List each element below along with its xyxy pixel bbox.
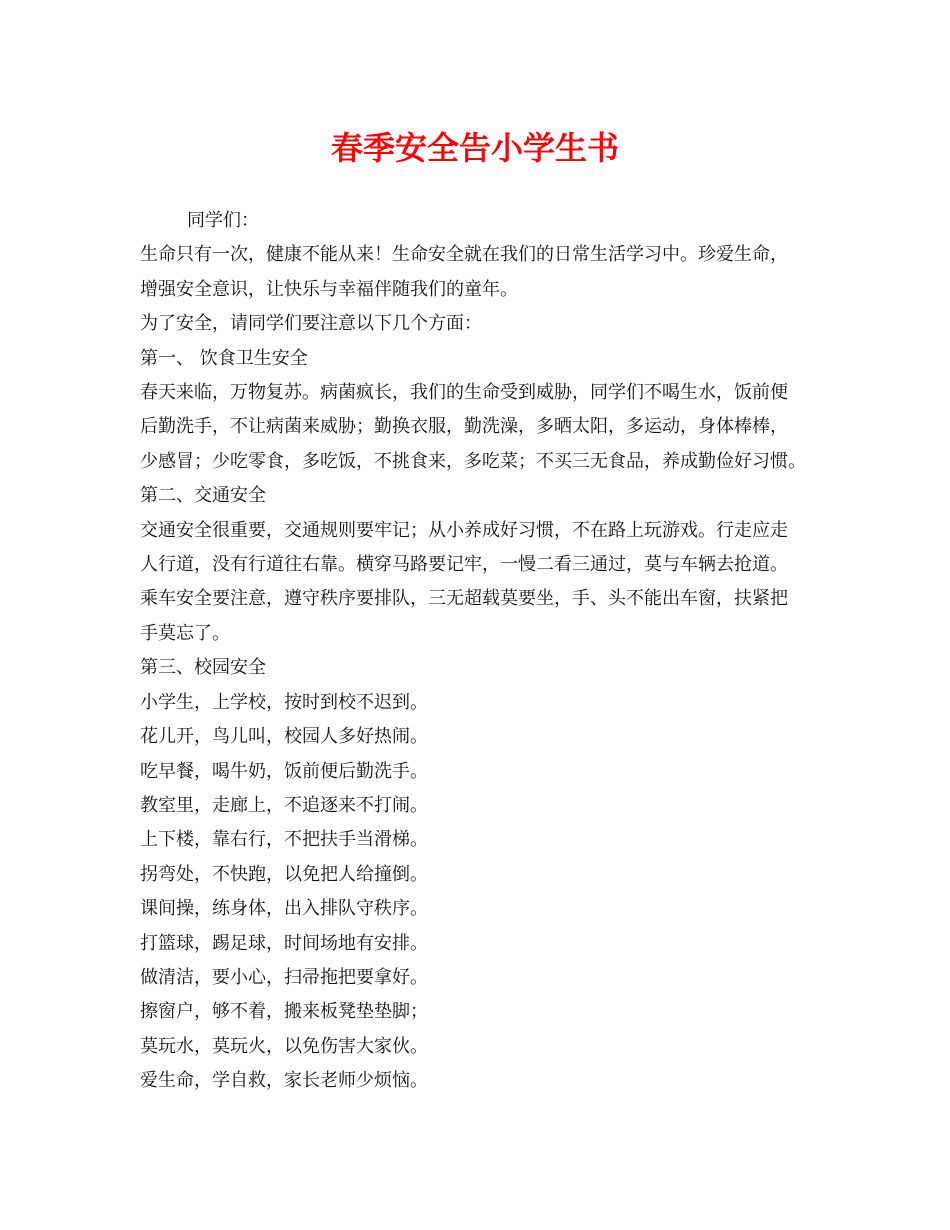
text-line: 后勤洗手，不让病菌来威胁；勤换衣服，勤洗澡，多晒太阳，多运动，身体棒棒， [140, 416, 788, 438]
rhyme-line: 小学生，上学校，按时到校不迟到。 [140, 691, 428, 713]
text-line: 为了安全，请同学们要注意以下几个方面： [140, 313, 482, 335]
greeting: 同学们： [187, 210, 259, 231]
text-line: 乘车安全要注意，遵守秩序要排队，三无超载莫要坐，手、头不能出车窗，扶紧把 [140, 588, 788, 610]
text-line: 春天来临，万物复苏。病菌疯长，我们的生命受到威胁，同学们不喝生水，饭前便 [140, 382, 788, 404]
rhyme-line: 擦窗户，够不着，搬来板凳垫垫脚； [140, 1001, 428, 1023]
rhyme-line: 打篮球，踢足球，时间场地有安排。 [140, 932, 428, 954]
rhyme-line: 莫玩水，莫玩火，以免伤害大家伙。 [140, 1035, 428, 1057]
section-heading-food-safety: 第一、 饮食卫生安全 [140, 347, 308, 369]
rhyme-line: 拐弯处，不快跑，以免把人给撞倒。 [140, 863, 428, 885]
rhyme-line: 爱生命，学自救，家长老师少烦恼。 [140, 1070, 428, 1092]
rhyme-line: 上下楼，靠右行，不把扶手当滑梯。 [140, 829, 428, 851]
section-heading-campus-safety: 第三、校园安全 [140, 657, 266, 679]
rhyme-line: 做清洁，要小心，扫帚拖把要拿好。 [140, 966, 428, 988]
text-line: 交通安全很重要，交通规则要牢记；从小养成好习惯，不在路上玩游戏。行走应走 [140, 519, 788, 541]
text-line: 手莫忘了。 [140, 622, 230, 644]
rhyme-line: 课间操，练身体，出入排队守秩序。 [140, 898, 428, 920]
section-heading-traffic-safety: 第二、交通安全 [140, 485, 266, 507]
document-title: 春季安全告小学生书 [330, 129, 619, 167]
document-body [140, 204, 830, 1099]
text-line: 少感冒；少吃零食，多吃饭，不挑食来，多吃菜；不买三无食品，养成勤俭好习惯。 [140, 450, 806, 472]
text-line: 生命只有一次，健康不能从来！生命安全就在我们的日常生活学习中。珍爱生命， [140, 244, 788, 266]
text-line: 增强安全意识，让快乐与幸福伴随我们的童年。 [140, 278, 518, 300]
rhyme-line: 吃早餐，喝牛奶，饭前便后勤洗手。 [140, 760, 428, 782]
rhyme-line: 教室里，走廊上，不追逐来不打闹。 [140, 794, 428, 816]
rhyme-line: 花儿开，鸟儿叫，校园人多好热闹。 [140, 726, 428, 748]
text-line: 人行道，没有行道往右靠。横穿马路要记牢，一慢二看三通过，莫与车辆去抢道。 [140, 554, 788, 576]
